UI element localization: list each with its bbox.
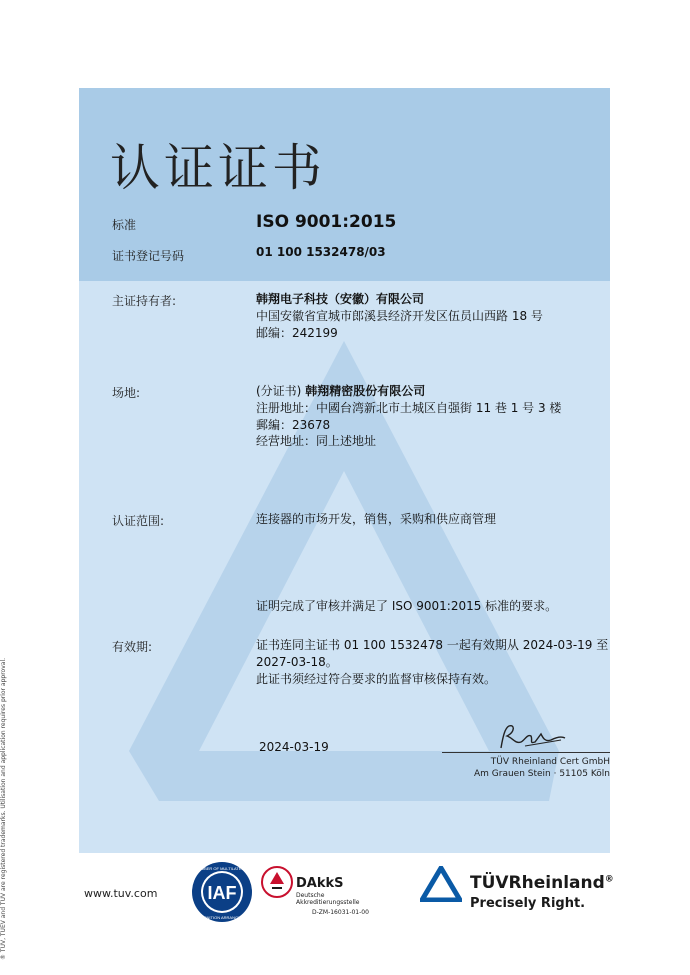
tuv-tagline: Precisely Right. — [470, 896, 586, 911]
dakks-emblem-icon — [260, 862, 294, 902]
holder-label: 主证持有者: — [112, 294, 177, 308]
site-label: 场地: — [112, 386, 141, 400]
signature — [495, 722, 570, 752]
website-link[interactable]: www.tuv.com — [84, 887, 158, 900]
iaf-ring-bottom: RECOGNITION ARRANGEMENT — [191, 915, 253, 920]
certification-statement: 证明完成了审核并满足了 ISO 9001:2015 标准的要求。 — [256, 599, 558, 613]
standard-label: 标准 — [112, 218, 137, 232]
holder-name: 韩翔电子科技（安徽）有限公司 — [256, 292, 425, 306]
issue-date: 2024-03-19 — [259, 740, 329, 754]
registration-label: 证书登记号码 — [112, 249, 185, 263]
validity-line-2: 2027-03-18。 — [256, 655, 338, 669]
standard-value: ISO 9001:2015 — [256, 212, 397, 232]
dakks-subtitle — [296, 892, 359, 906]
holder-address: 中国安徽省宣城市郎溪县经济开发区伍员山西路 18 号 — [256, 309, 543, 323]
dakks-line-1: Deutsche — [296, 892, 325, 899]
signature-line — [442, 752, 610, 753]
dakks-name: DAkkS — [296, 876, 344, 891]
scope-value: 连接器的市场开发，销售，采购和供应商管理 — [256, 512, 497, 526]
trademark-note: ® TÜV, TUEV and TUV are registered trademarks. Utilisation and application requires prior approval. — [0, 657, 7, 960]
holder-postal: 邮编：242199 — [256, 326, 338, 340]
site-name: 韩翔精密股份有限公司 — [305, 384, 426, 398]
site-name-prefix: (分证书) — [256, 384, 302, 398]
iaf-logo — [190, 860, 254, 924]
issuer-block — [440, 756, 610, 780]
validity-line-3: 此证书须经过符合要求的监督审核保持有效。 — [256, 672, 497, 686]
tuv-brand-name: TÜVRheinland — [470, 873, 605, 893]
site-business-address: 经营地址：同上述地址 — [256, 434, 377, 448]
iaf-text: IAF — [207, 883, 237, 903]
validity-line-1: 证书连同主证书 01 100 1532478 一起有效期从 2024-03-19 至 — [256, 638, 609, 652]
site-registered-address: 注册地址：中國台湾新北市土城区自强街 11 巷 1 号 3 楼 — [256, 401, 562, 415]
site-name-line — [256, 382, 425, 400]
registration-value: 01 100 1532478/03 — [256, 245, 386, 259]
scope-label: 认证范围: — [112, 514, 165, 528]
dakks-number: D-ZM-16031-01-00 — [312, 909, 369, 916]
dakks-logo — [260, 862, 400, 916]
issuer-name: TÜV Rheinland Cert GmbH — [490, 757, 610, 767]
registered-mark: ® — [604, 874, 614, 885]
tuv-triangle-icon — [420, 866, 462, 902]
dakks-line-2: Akkreditierungsstelle — [296, 899, 360, 906]
certificate-title: 认证证书 — [110, 139, 326, 197]
issuer-address: Am Grauen Stein · 51105 Köln — [473, 769, 610, 779]
site-postal: 郵編：23678 — [256, 418, 331, 432]
tuv-brand — [470, 873, 614, 893]
validity-label: 有效期: — [112, 640, 153, 654]
iaf-ring-top: MEMBER OF MULTILATERAL — [194, 866, 250, 871]
